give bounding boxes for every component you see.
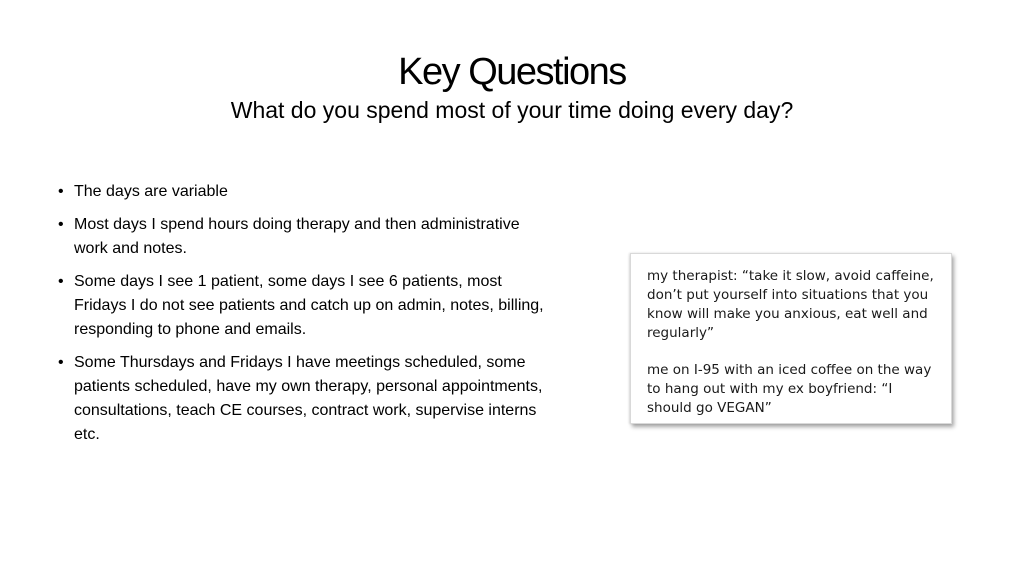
bullet-list: [56, 180, 546, 456]
bullet-icon: •: [58, 273, 64, 290]
bullet-icon: •: [58, 216, 64, 233]
slide-subtitle: What do you spend most of your time doing every day?: [230, 97, 794, 123]
bullet-text: Some Thursdays and Fridays I have meetings scheduled, some patients scheduled, have my own therapy, personal appointments, consultations, teach CE courses, contract work, supervise interns etc.: [74, 354, 543, 443]
bullet-item: [56, 270, 546, 342]
bullet-icon: •: [58, 354, 64, 371]
bullet-text: Some days I see 1 patient, some days I see 6 patients, most Fridays I do not see patients and catch up on admin, notes, billing, responding to phone and emails.: [74, 273, 544, 338]
bullet-item: [56, 213, 546, 261]
bullet-text: Most days I spend hours doing therapy and then administrative work and notes.: [74, 216, 520, 257]
bullet-icon: •: [58, 183, 64, 200]
meme-text-therapist: my therapist: “take it slow, avoid caffeine, don’t put yourself into situations that you know will make you anxious, eat well and regularly”: [647, 268, 934, 341]
slide-title: Key Questions: [398, 51, 626, 93]
bullet-text: The days are variable: [74, 183, 228, 200]
bullet-item: [56, 351, 546, 447]
meme-image: [630, 253, 952, 424]
meme-text-response: me on I-95 with an iced coffee on the way to hang out with my ex boyfriend: “I should go VEGAN”: [647, 362, 932, 416]
bullet-item: [56, 180, 546, 204]
